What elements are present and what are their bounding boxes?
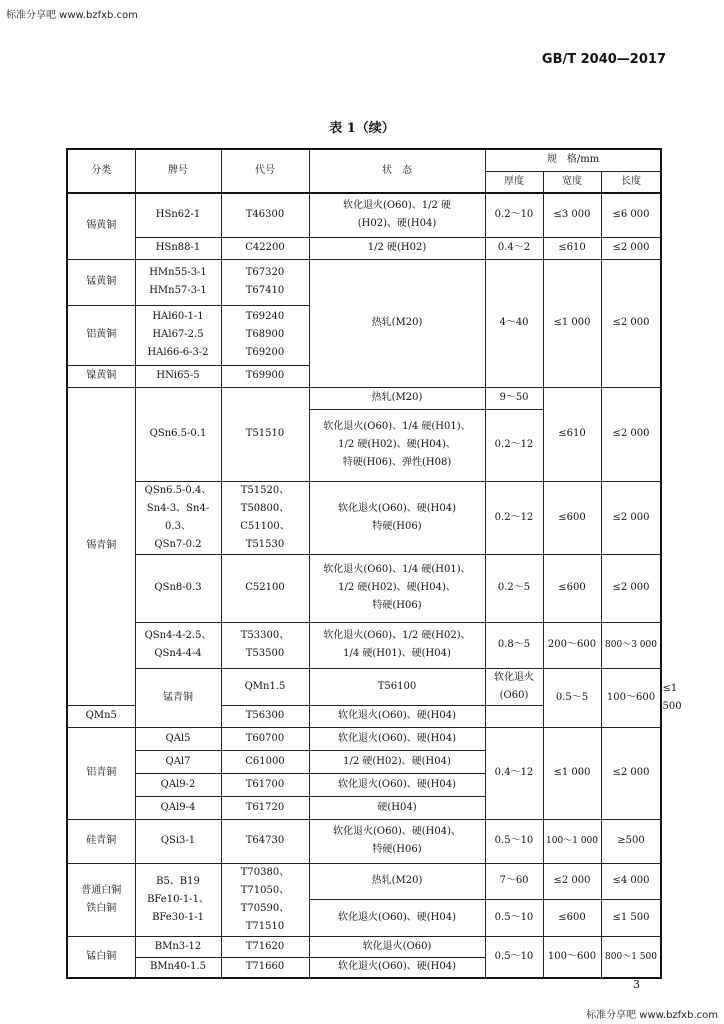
thickness-cell: 0.4～2 xyxy=(485,237,543,259)
code-cell: T51510 xyxy=(221,387,309,481)
width-cell: ≤600 xyxy=(543,554,601,622)
header-category: 分类 xyxy=(67,149,135,193)
grade-cell: QSn6.5-0.1 xyxy=(135,387,221,481)
header-length: 长度 xyxy=(601,171,661,193)
grade-cell: QSn4-4-2.5、 QSn4-4-4 xyxy=(135,622,221,668)
category-cell: 铝黄铜 xyxy=(67,305,135,365)
width-cell: ≤3 000 xyxy=(543,193,601,237)
category-cell: 锡青铜 xyxy=(67,387,135,705)
width-cell: ≤600 xyxy=(543,481,601,554)
category-cell: 铝青铜 xyxy=(67,727,135,819)
code-cell: C61000 xyxy=(221,750,309,773)
category-cell: 锰白铜 xyxy=(67,936,135,978)
state-cell: 软化退火(O60)、1/4 硬(H01)、 1/2 硬(H02)、硬(H04)、 特硬(H06)、弹性(H08) xyxy=(309,409,485,481)
category-cell: 锰青铜 xyxy=(135,668,221,727)
length-cell: ≤6 000 xyxy=(601,193,661,237)
grade-cell: BMn3-12 xyxy=(135,936,221,957)
length-cell: ≤2 000 xyxy=(601,387,661,481)
width-cell: 100～600 xyxy=(543,936,601,978)
code-cell: T61720 xyxy=(221,796,309,819)
grade-cell: QSi3-1 xyxy=(135,819,221,863)
state-cell: 软化退火(O60) xyxy=(485,668,543,705)
state-cell: 软化退火(O60)、硬(H04) xyxy=(309,773,485,796)
grade-cell: BMn40-1.5 xyxy=(135,957,221,978)
code-cell: C42200 xyxy=(221,237,309,259)
code-cell: T53300、T53500 xyxy=(221,622,309,668)
code-cell: T56300 xyxy=(221,705,309,727)
length-cell: ≤4 000 xyxy=(601,863,661,900)
header-thickness: 厚度 xyxy=(485,171,543,193)
width-cell: ≤610 xyxy=(543,387,601,481)
state-cell: 软化退火(O60)、硬(H04) xyxy=(309,705,485,727)
spec-table: 分类 牌号 代号 状 态 规 格/mm 厚度 宽度 长度 锡黄铜 HSn62-1 T46300 软化退火(O60)、1/2 硬 (H02)、硬(H04) 0.2～10 ≤3 000 ≤6 000 HSn88-1 C42200 1/2 硬(H02) 0.4～2 ≤610 ≤2 000 锰黄铜 HMn55-3-1 HMn57-3-1 T67320 T67410 热轧(M20) 4～40 ≤1 000 ≤2 000 铝黄铜 HAl60-1-1 HAl67-2.5 HAl66-6-3-2 T69240 T68900 T69200 镍黄铜 HNi65-5 T69900 锡青铜 QSn6.5-0.1 T51510 热轧(M20) 9～50 ≤610 ≤2 000 软化退火(O60)、1/4 硬(H01)、 1/2 硬(H02)、硬(H04)、 特硬(H06)、弹性(H08) 0.2～12 QSn6.5-0.4、 Sn4-3、Sn4-0.3、 QSn7-0.2 T51520、T50800、 C51100、T51530 软化退火(O60)、硬(H04) 特硬(H06) 0.2～12 ≤600 ≤2 000 QSn8-0.3 C52100 软化退火(O60)、1/4 硬(H01)、 1/2 硬(H02)、硬(H04)、 特硬(H06) 0.2～5 ≤600 ≤2 000 QSn4-4-2.5、 QSn4-4-4 T53300、T53500 软化退火(O60)、1/2 硬(H02)、 1/4 硬(H01)、硬(H04) 0.8～5 200～600 800～3 000 锰青铜 QMn1.5 T56100 软化退火(O60) 0.5～5 100～600 ≤1 500 QMn5 T56300 软化退火(O60)、硬(H04) 铝青铜 QAl5 T60700 软化退火(O60)、硬(H04) 0.4～12 ≤1 000 ≤2 000 QAl7 C61000 1/2 硬(H02)、硬(H04) QAl9-2 T61700 软化退火(O60)、硬(H04) QAl9-4 T61720 硬(H04) 硅青铜 QSi3-1 T64730 软化退火(O60)、硬(H04)、 特硬(H06) 0.5～10 100～1 000 ≥500 普通白铜 铁白铜 B5、B19 BFe10-1-1、 BFe30-1-1 T70380、T71050、 T70590、T71510 热轧(M20) 7～60 ≤2 000 ≤4 000 软化退火(O60)、硬(H04) 0.5～10 ≤600 ≤1 500 锰白铜 BMn3-12 T71620 软化退火(O60) 0.5～10 100～600 800～1 500 BMn40-1.5 T71660 软化退火(O60)、硬(H04) xyxy=(66,148,662,979)
category-cell: 镍黄铜 xyxy=(67,365,135,387)
thickness-cell: 0.2～12 xyxy=(485,481,543,554)
state-cell: 1/2 硬(H02) xyxy=(309,237,485,259)
code-cell: T61700 xyxy=(221,773,309,796)
state-cell: 软化退火(O60)、硬(H04) xyxy=(309,900,485,937)
state-cell: 1/2 硬(H02)、硬(H04) xyxy=(309,750,485,773)
thickness-cell: 0.2～10 xyxy=(485,193,543,237)
category-cell: 硅青铜 xyxy=(67,819,135,863)
thickness-cell: 9～50 xyxy=(485,387,543,409)
header-spec: 规 格/mm xyxy=(485,149,661,171)
state-cell: 软化退火(O60)、硬(H04) 特硬(H06) xyxy=(309,481,485,554)
length-cell: ≤1 500 xyxy=(601,900,661,937)
length-cell: ≤2 000 xyxy=(601,237,661,259)
page-number: 3 xyxy=(633,978,640,991)
category-cell: 锰黄铜 xyxy=(67,259,135,305)
category-cell: 锡黄铜 xyxy=(67,193,135,259)
code-cell: T69240 T68900 T69200 xyxy=(221,305,309,365)
length-cell: ≥500 xyxy=(601,819,661,863)
grade-cell: HSn88-1 xyxy=(135,237,221,259)
grade-cell: B5、B19 BFe10-1-1、 BFe30-1-1 xyxy=(135,863,221,936)
thickness-cell: 0.8～5 xyxy=(485,622,543,668)
code-cell: T69900 xyxy=(221,365,309,387)
state-cell: 热轧(M20) xyxy=(309,863,485,900)
code-cell: T67320 T67410 xyxy=(221,259,309,305)
width-cell: 200～600 xyxy=(543,622,601,668)
header-state: 状 态 xyxy=(309,149,485,193)
header-grade: 牌号 xyxy=(135,149,221,193)
code-cell: T46300 xyxy=(221,193,309,237)
state-cell: 热轧(M20) xyxy=(309,259,485,387)
code-cell: T71660 xyxy=(221,957,309,978)
table-title: 表 1（续） xyxy=(329,121,395,136)
grade-cell: QMn1.5 xyxy=(221,668,309,705)
length-cell: ≤2 000 xyxy=(601,554,661,622)
thickness-cell: 0.5～10 xyxy=(485,819,543,863)
thickness-cell: 7～60 xyxy=(485,863,543,900)
length-cell: ≤2 000 xyxy=(601,259,661,387)
thickness-cell: 0.4～12 xyxy=(485,727,543,819)
code-cell: C52100 xyxy=(221,554,309,622)
length-cell: 800～1 500 xyxy=(601,936,661,978)
state-cell: 硬(H04) xyxy=(309,796,485,819)
thickness-cell: 0.5～10 xyxy=(485,900,543,937)
grade-cell: QMn5 xyxy=(67,705,135,727)
width-cell: 100～1 000 xyxy=(543,819,601,863)
grade-cell: QSn8-0.3 xyxy=(135,554,221,622)
grade-cell: QSn6.5-0.4、 Sn4-3、Sn4-0.3、 QSn7-0.2 xyxy=(135,481,221,554)
state-cell: 软化退火(O60)、1/2 硬 (H02)、硬(H04) xyxy=(309,193,485,237)
thickness-cell: 0.2～12 xyxy=(485,409,543,481)
thickness-cell: 4～40 xyxy=(485,259,543,387)
category-cell: 普通白铜 铁白铜 xyxy=(67,863,135,936)
length-cell: 800～3 000 xyxy=(601,622,661,668)
grade-cell: HNi65-5 xyxy=(135,365,221,387)
watermark-top: 标准分享吧 www.bzfxb.com xyxy=(6,10,138,21)
code-cell: T60700 xyxy=(221,727,309,750)
standard-code: GB/T 2040—2017 xyxy=(541,52,666,67)
width-cell: ≤600 xyxy=(543,900,601,937)
state-cell: 软化退火(O60)、1/2 硬(H02)、 1/4 硬(H01)、硬(H04) xyxy=(309,622,485,668)
thickness-cell: 0.5～5 xyxy=(543,668,601,727)
header-code: 代号 xyxy=(221,149,309,193)
watermark-bottom: 标准分享吧 www.bzfxb.com xyxy=(586,1010,718,1021)
header-width: 宽度 xyxy=(543,171,601,193)
code-cell: T64730 xyxy=(221,819,309,863)
thickness-cell: 0.5～10 xyxy=(485,936,543,978)
grade-cell: HSn62-1 xyxy=(135,193,221,237)
code-cell: T51520、T50800、 C51100、T51530 xyxy=(221,481,309,554)
code-cell: T71620 xyxy=(221,936,309,957)
grade-cell: HMn55-3-1 HMn57-3-1 xyxy=(135,259,221,305)
width-cell: 100～600 xyxy=(601,668,661,727)
width-cell: ≤610 xyxy=(543,237,601,259)
length-cell: ≤2 000 xyxy=(601,481,661,554)
state-cell: 软化退火(O60)、硬(H04)、 特硬(H06) xyxy=(309,819,485,863)
code-cell: T70380、T71050、 T70590、T71510 xyxy=(221,863,309,936)
state-cell: 软化退火(O60)、硬(H04) xyxy=(309,727,485,750)
grade-cell: HAl60-1-1 HAl67-2.5 HAl66-6-3-2 xyxy=(135,305,221,365)
width-cell: ≤1 000 xyxy=(543,259,601,387)
grade-cell: QAl9-4 xyxy=(135,796,221,819)
thickness-cell: 0.2～5 xyxy=(485,554,543,622)
state-cell: 软化退火(O60)、硬(H04) xyxy=(309,957,485,978)
state-cell: 软化退火(O60)、1/4 硬(H01)、 1/2 硬(H02)、硬(H04)、 特硬(H06) xyxy=(309,554,485,622)
grade-cell: QAl9-2 xyxy=(135,773,221,796)
length-cell: ≤2 000 xyxy=(601,727,661,819)
code-cell: T56100 xyxy=(309,668,485,705)
grade-cell: QAl5 xyxy=(135,727,221,750)
width-cell: ≤1 000 xyxy=(543,727,601,819)
width-cell: ≤2 000 xyxy=(543,863,601,900)
grade-cell: QAl7 xyxy=(135,750,221,773)
state-cell: 软化退火(O60) xyxy=(309,936,485,957)
state-cell: 热轧(M20) xyxy=(309,387,485,409)
